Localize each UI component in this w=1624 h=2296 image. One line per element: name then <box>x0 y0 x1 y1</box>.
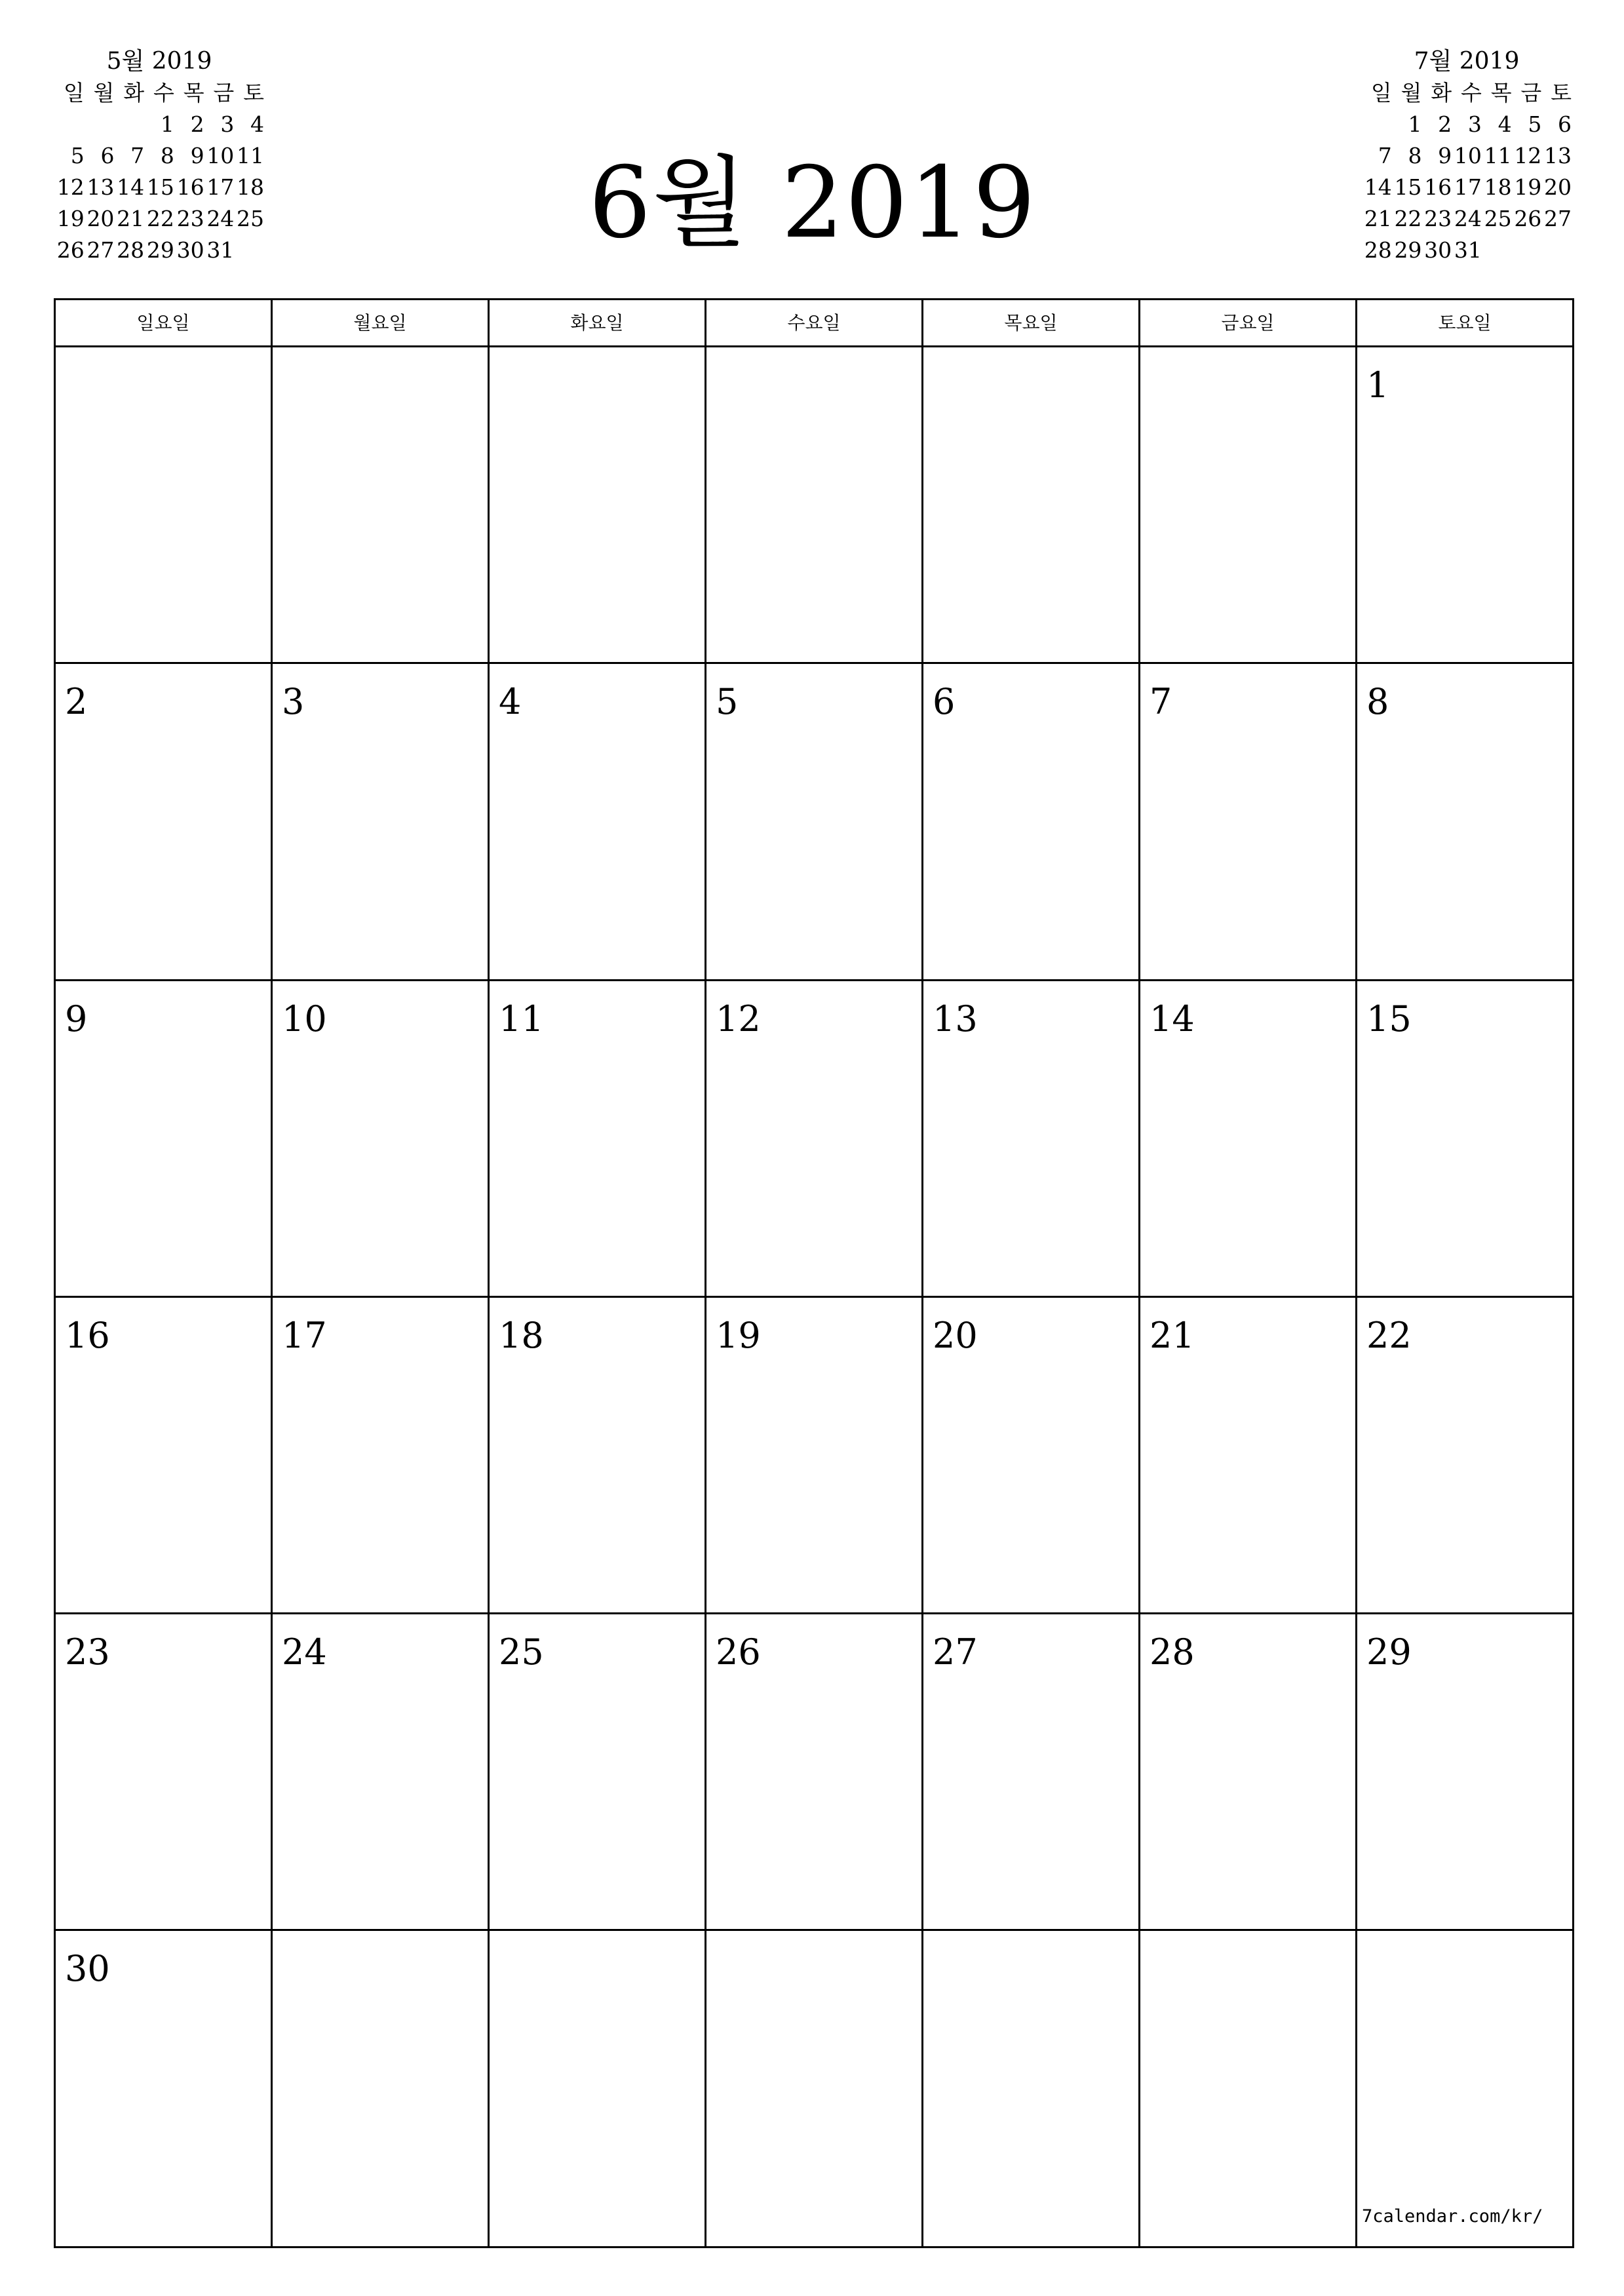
day-cell[interactable] <box>923 664 1140 979</box>
mini-day: 22 <box>1394 206 1422 231</box>
day-number: 11 <box>499 998 544 1040</box>
mini-week-row <box>1362 203 1572 235</box>
day-number: 10 <box>282 998 327 1040</box>
month-grid <box>54 298 1574 2248</box>
mini-day: 8 <box>160 143 174 168</box>
mini-day: 26 <box>1514 206 1542 231</box>
mini-day: 24 <box>1454 206 1482 231</box>
mini-day: 4 <box>1498 111 1512 137</box>
mini-day: 8 <box>1408 143 1422 168</box>
mini-day: 25 <box>237 206 265 231</box>
mini-day: 3 <box>1467 111 1482 137</box>
day-number: 7 <box>1150 681 1172 723</box>
mini-day <box>234 235 264 266</box>
mini-day: 3 <box>220 111 235 137</box>
day-number: 27 <box>933 1631 978 1673</box>
mini-weekday: 화 <box>1431 80 1452 106</box>
mini-day <box>54 109 85 140</box>
day-cell[interactable] <box>1140 1614 1357 1929</box>
weekday-header-row <box>56 300 1572 347</box>
mini-day: 27 <box>1544 206 1572 231</box>
day-cell[interactable] <box>1140 664 1357 979</box>
mini-week-row <box>54 109 264 140</box>
day-number: 13 <box>933 998 978 1040</box>
day-cell[interactable] <box>273 664 490 979</box>
day-number: 4 <box>499 681 522 723</box>
mini-day <box>1541 235 1572 266</box>
weekday-header-saturday: 토요일 <box>1438 312 1492 334</box>
mini-weekday: 목 <box>1490 80 1512 106</box>
mini-week-row <box>54 235 264 266</box>
mini-week-row <box>54 203 264 235</box>
mini-day: 30 <box>1424 237 1452 263</box>
mini-day: 17 <box>206 174 235 200</box>
mini-calendar-next-weekdays <box>1362 77 1572 109</box>
mini-weekday: 월 <box>93 80 115 106</box>
day-number: 20 <box>933 1314 978 1356</box>
mini-weekday: 금 <box>213 80 235 106</box>
mini-day: 5 <box>70 143 85 168</box>
day-cell[interactable] <box>706 981 923 1296</box>
mini-day: 30 <box>176 237 204 263</box>
day-cell[interactable] <box>56 1614 273 1929</box>
weekday-header-friday: 금요일 <box>1140 300 1357 345</box>
day-cell[interactable] <box>56 1298 273 1612</box>
mini-day: 13 <box>1544 143 1572 168</box>
mini-day: 10 <box>1454 143 1482 168</box>
mini-day: 25 <box>1484 206 1512 231</box>
weekday-header-monday: 월요일 <box>273 300 490 345</box>
mini-day: 31 <box>1454 237 1482 263</box>
mini-week-row <box>1362 109 1572 140</box>
day-cell[interactable] <box>1357 1298 1572 1612</box>
mini-weekday: 목 <box>183 80 204 106</box>
mini-day: 2 <box>1438 111 1452 137</box>
week-row <box>56 347 1572 664</box>
mini-day: 1 <box>160 111 174 137</box>
day-cell[interactable] <box>273 1931 490 2247</box>
weekday-header-wednesday: 수요일 <box>706 300 923 345</box>
day-number: 28 <box>1150 1631 1195 1673</box>
mini-calendar-prev-weekdays <box>54 77 264 109</box>
day-number: 23 <box>65 1631 110 1673</box>
day-number: 22 <box>1366 1314 1412 1356</box>
weekday-header-tuesday: 화요일 <box>490 300 706 345</box>
day-number: 6 <box>933 681 956 723</box>
mini-day: 9 <box>190 143 204 168</box>
mini-day: 2 <box>190 111 204 137</box>
mini-weekday: 일 <box>63 80 85 106</box>
mini-day: 1 <box>1408 111 1422 137</box>
mini-day <box>114 109 144 140</box>
day-cell[interactable] <box>923 1298 1140 1612</box>
mini-day: 15 <box>1394 174 1422 200</box>
mini-day: 27 <box>87 237 115 263</box>
day-cell[interactable] <box>1140 1298 1357 1612</box>
mini-weekday: 월 <box>1401 80 1422 106</box>
mini-day <box>1482 235 1512 266</box>
day-number: 29 <box>1366 1631 1412 1673</box>
week-row <box>56 664 1572 981</box>
mini-day: 20 <box>87 206 115 231</box>
mini-day: 26 <box>56 237 85 263</box>
mini-day: 23 <box>1424 206 1452 231</box>
day-number: 26 <box>716 1631 761 1673</box>
day-number: 16 <box>65 1314 110 1356</box>
day-cell[interactable] <box>923 1614 1140 1929</box>
day-cell[interactable] <box>706 664 923 979</box>
mini-day <box>1362 109 1392 140</box>
day-cell[interactable] <box>1357 664 1572 979</box>
mini-day: 11 <box>237 143 265 168</box>
mini-weekday: 일 <box>1370 80 1392 106</box>
mini-weekday: 수 <box>153 80 174 106</box>
mini-day: 6 <box>100 143 115 168</box>
day-number: 14 <box>1150 998 1195 1040</box>
day-cell[interactable] <box>273 347 490 662</box>
mini-day: 19 <box>56 206 85 231</box>
day-cell[interactable] <box>1140 1931 1357 2247</box>
day-cell[interactable] <box>923 1931 1140 2247</box>
mini-calendar-next-title: 7월 2019 <box>1414 48 1520 75</box>
mini-day: 12 <box>56 174 85 200</box>
day-number: 19 <box>716 1314 761 1356</box>
mini-day: 4 <box>250 111 265 137</box>
week-row <box>56 1931 1572 2247</box>
mini-day: 15 <box>146 174 174 200</box>
weekday-header-sunday: 일요일 <box>56 300 273 345</box>
day-number: 9 <box>65 998 88 1040</box>
mini-day: 9 <box>1438 143 1452 168</box>
day-number: 30 <box>65 1948 110 1990</box>
mini-week-row <box>1362 172 1572 203</box>
day-number: 12 <box>716 998 761 1040</box>
mini-day: 16 <box>1424 174 1452 200</box>
day-cell[interactable] <box>56 981 273 1296</box>
mini-calendar-next <box>1362 46 1572 266</box>
mini-day: 17 <box>1454 174 1482 200</box>
day-number: 25 <box>499 1631 544 1673</box>
mini-day: 28 <box>1364 237 1392 263</box>
mini-day: 28 <box>117 237 145 263</box>
day-number: 15 <box>1366 998 1412 1040</box>
day-number: 18 <box>499 1314 544 1356</box>
mini-day: 31 <box>206 237 235 263</box>
day-cell[interactable] <box>273 1298 490 1612</box>
day-cell[interactable] <box>1357 981 1572 1296</box>
mini-calendar-prev <box>54 46 264 266</box>
day-cell[interactable] <box>273 1614 490 1929</box>
day-cell[interactable] <box>706 1614 923 1929</box>
mini-day: 16 <box>176 174 204 200</box>
day-cell[interactable] <box>923 981 1140 1296</box>
mini-day: 12 <box>1514 143 1542 168</box>
day-number: 24 <box>282 1631 327 1673</box>
day-cell[interactable] <box>490 347 706 662</box>
mini-day: 21 <box>117 206 145 231</box>
mini-day: 23 <box>176 206 204 231</box>
mini-day: 21 <box>1364 206 1392 231</box>
day-cell[interactable] <box>56 1931 273 2247</box>
mini-day: 24 <box>206 206 235 231</box>
mini-week-row <box>54 140 264 172</box>
mini-day: 18 <box>1484 174 1512 200</box>
mini-day: 20 <box>1544 174 1572 200</box>
day-number: 3 <box>282 681 305 723</box>
mini-day: 5 <box>1528 111 1542 137</box>
week-row <box>56 1298 1572 1614</box>
mini-day: 7 <box>1378 143 1392 168</box>
mini-day: 19 <box>1514 174 1542 200</box>
day-cell[interactable] <box>490 981 706 1296</box>
week-row <box>56 1614 1572 1931</box>
day-cell[interactable] <box>490 1614 706 1929</box>
mini-day: 18 <box>237 174 265 200</box>
day-cell[interactable] <box>1357 1931 1572 2247</box>
day-cell[interactable] <box>706 1298 923 1612</box>
day-number: 21 <box>1150 1314 1195 1356</box>
mini-week-row <box>1362 235 1572 266</box>
mini-weekday: 화 <box>123 80 145 106</box>
mini-day: 29 <box>146 237 174 263</box>
day-number: 2 <box>65 681 88 723</box>
mini-day: 10 <box>206 143 235 168</box>
day-cell[interactable] <box>1140 347 1357 662</box>
mini-day: 6 <box>1558 111 1572 137</box>
day-cell[interactable] <box>1140 981 1357 1296</box>
day-cell[interactable] <box>923 347 1140 662</box>
mini-day: 29 <box>1394 237 1422 263</box>
mini-day <box>1512 235 1542 266</box>
mini-weekday: 수 <box>1460 80 1482 106</box>
mini-day <box>85 109 115 140</box>
mini-week-row <box>1362 140 1572 172</box>
weekday-header-thursday: 목요일 <box>923 300 1140 345</box>
day-cell[interactable] <box>1357 1614 1572 1929</box>
day-cell[interactable] <box>706 347 923 662</box>
week-row <box>56 981 1572 1298</box>
mini-day: 14 <box>1364 174 1392 200</box>
site-credit: 7calendar.com/kr/ <box>1362 2206 1543 2227</box>
mini-day: 22 <box>146 206 174 231</box>
day-cell[interactable] <box>273 981 490 1296</box>
mini-weekday: 토 <box>1551 80 1572 106</box>
mini-day: 7 <box>130 143 145 168</box>
day-number: 5 <box>716 681 739 723</box>
day-cell[interactable] <box>56 664 273 979</box>
day-number: 1 <box>1366 364 1389 406</box>
day-cell[interactable] <box>1357 347 1572 662</box>
day-cell[interactable] <box>490 1298 706 1612</box>
mini-weekday: 금 <box>1520 80 1542 106</box>
day-cell[interactable] <box>490 1931 706 2247</box>
mini-weekday: 토 <box>243 80 265 106</box>
mini-calendar-prev-title: 5월 2019 <box>106 48 212 75</box>
mini-day: 13 <box>87 174 115 200</box>
day-cell[interactable] <box>706 1931 923 2247</box>
mini-day: 11 <box>1484 143 1512 168</box>
day-cell[interactable] <box>490 664 706 979</box>
day-number: 17 <box>282 1314 327 1356</box>
mini-week-row <box>54 172 264 203</box>
day-cell[interactable] <box>56 347 273 662</box>
page-title: 6월 2019 <box>589 146 1037 260</box>
mini-day: 14 <box>117 174 145 200</box>
day-number: 8 <box>1366 681 1389 723</box>
